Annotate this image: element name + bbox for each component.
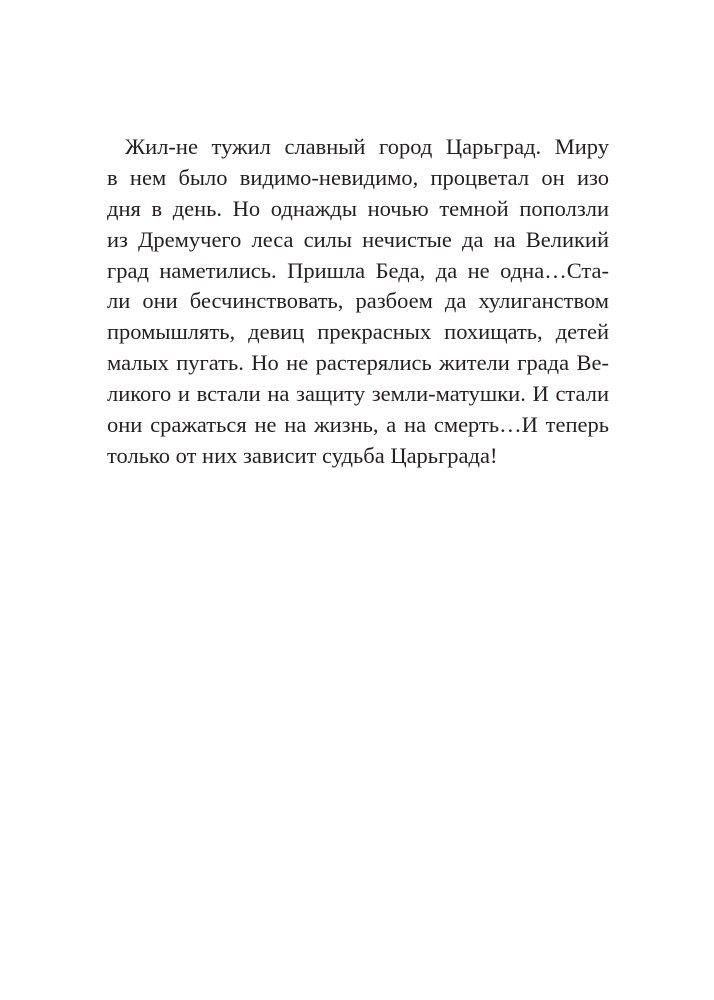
paragraph-line: из Дремучего леса силы нечистые да на Великий [107, 226, 609, 252]
paragraph-line: в нем было видимо-невидимо, процветал он изо [107, 164, 609, 190]
paragraph-line: дня в день. Но однажды ночью темной поползли [107, 195, 609, 221]
paragraph-line: град наметились. Пришла Беда, да не одна…Ста- [107, 257, 609, 283]
paragraph-line: малых пугать. Но не растерялись жители града Ве- [107, 350, 609, 376]
paragraph-line: ликого и встали на защиту земли-матушки. И стали [107, 381, 609, 407]
story-paragraph [107, 132, 609, 472]
paragraph-line: промышлять, девиц прекрасных похищать, детей [107, 319, 609, 345]
paragraph-line: Жил-не тужил славный город Царьград. Миру [125, 134, 609, 159]
paragraph-line: ли они бесчинствовать, разбоем да хулиганством [107, 288, 609, 314]
paragraph-line: только от них зависит судьба Царьграда! [107, 442, 498, 468]
paragraph-line: они сражаться не на жизнь, а на смерть…И теперь [107, 412, 609, 438]
